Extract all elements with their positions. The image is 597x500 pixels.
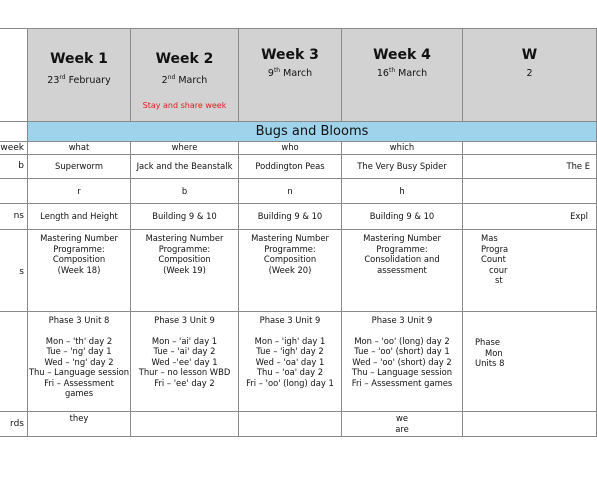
row-label-keywords: rds — [0, 412, 28, 437]
week-4-header — [342, 29, 463, 122]
phonics-cell: Phase 3 Unit 8 Mon – 'th' day 2 Tue – 'ng' day 1 Wed – 'ng' day 2 Thu – Language session Fri – Assessment games — [28, 312, 131, 412]
week-note: Stay and share week — [142, 101, 227, 111]
topic-row — [0, 122, 597, 142]
question-word-cell: who — [239, 142, 342, 155]
week-date: 16th March — [376, 67, 428, 80]
book-cell: The Very Busy Spider — [342, 155, 463, 179]
maths-lesson-row — [0, 204, 597, 230]
sound-cell: h — [342, 179, 463, 204]
phonics-cell: Phase 3 Unit 9 Mon – 'igh' day 1 Tue – 'igh' day 2 Wed – 'oa' day 1 Thu – 'oa' day 2 Fri – 'oo' (long) day 1 — [239, 312, 342, 412]
book-cell: Jack and the Beanstalk — [131, 155, 239, 179]
week-title: Week 4 — [373, 47, 431, 63]
number-programme-row — [0, 230, 597, 312]
question-word-cell: which — [342, 142, 463, 155]
week-date: 2nd March — [161, 74, 208, 87]
keyword-cell — [463, 412, 597, 437]
week-title: W — [521, 47, 538, 63]
week-title: Week 3 — [261, 47, 319, 63]
week-date: 2 — [526, 68, 533, 80]
number-cell: Mas Progra Count cour st — [463, 230, 597, 312]
week-title: Week 2 — [155, 51, 214, 67]
row-label-lessons: ns — [0, 204, 28, 230]
lesson-cell: Length and Height — [28, 204, 131, 230]
question-word-row — [0, 142, 597, 155]
lesson-cell: Expl — [463, 204, 597, 230]
phonics-cell: Phase 3 Unit 9 Mon – 'oo' (long) day 2 Tue – 'oo' (short) day 1 Wed – 'oo' (short) day 2 Thu – Language session Fri – Assessment games — [342, 312, 463, 412]
row-label-number: s — [0, 230, 28, 312]
keyword-cell — [239, 412, 342, 437]
planning-table — [0, 28, 590, 435]
week-3-header — [239, 29, 342, 122]
sound-cell: n — [239, 179, 342, 204]
row-label-week: week — [0, 142, 28, 155]
keyword-cell: we are — [342, 412, 463, 437]
book-cell: The E — [463, 155, 597, 179]
row-label-sound — [0, 179, 28, 204]
question-word-cell: what — [28, 142, 131, 155]
sound-cell: r — [28, 179, 131, 204]
phonics-cell: Phase Mon Units 8 — [463, 312, 597, 412]
topic-title: Bugs and Blooms — [255, 124, 369, 139]
book-row — [0, 155, 597, 179]
row-label-book: b — [0, 155, 28, 179]
phonics-row — [0, 312, 597, 412]
topic-label-cell — [0, 122, 28, 142]
question-word-cell — [463, 142, 597, 155]
book-cell: Poddington Peas — [239, 155, 342, 179]
week-title: Week 1 — [50, 51, 108, 67]
question-word-cell: where — [131, 142, 239, 155]
phonics-cell: Phase 3 Unit 9 Mon – 'ai' day 1 Tue – 'ai' day 2 Wed –'ee' day 1 Thur – no lesson WBD Fri – 'ee' day 2 — [131, 312, 239, 412]
week-1-header — [28, 29, 131, 122]
sound-cell — [463, 179, 597, 204]
keyword-cell — [131, 412, 239, 437]
book-cell: Superworm — [28, 155, 131, 179]
keywords-row — [0, 412, 597, 437]
sound-cell: b — [131, 179, 239, 204]
lesson-cell: Building 9 & 10 — [342, 204, 463, 230]
week-5-header — [463, 29, 597, 122]
week-header-row — [0, 29, 597, 122]
week-date: 23rd February — [47, 74, 111, 87]
week-date: 9th March — [267, 67, 313, 80]
lesson-cell: Building 9 & 10 — [239, 204, 342, 230]
number-cell: Mastering Number Programme: Composition (Week 19) — [131, 230, 239, 312]
topic-banner — [28, 122, 597, 142]
row-label-phonics — [0, 312, 28, 412]
number-cell: Mastering Number Programme: Consolidation and assessment — [342, 230, 463, 312]
number-cell: Mastering Number Programme: Composition (Week 20) — [239, 230, 342, 312]
sound-row — [0, 179, 597, 204]
lesson-cell: Building 9 & 10 — [131, 204, 239, 230]
corner-cell — [0, 29, 28, 122]
week-2-header — [131, 29, 239, 122]
number-cell: Mastering Number Programme: Composition (Week 18) — [28, 230, 131, 312]
keyword-cell: they — [28, 412, 131, 437]
